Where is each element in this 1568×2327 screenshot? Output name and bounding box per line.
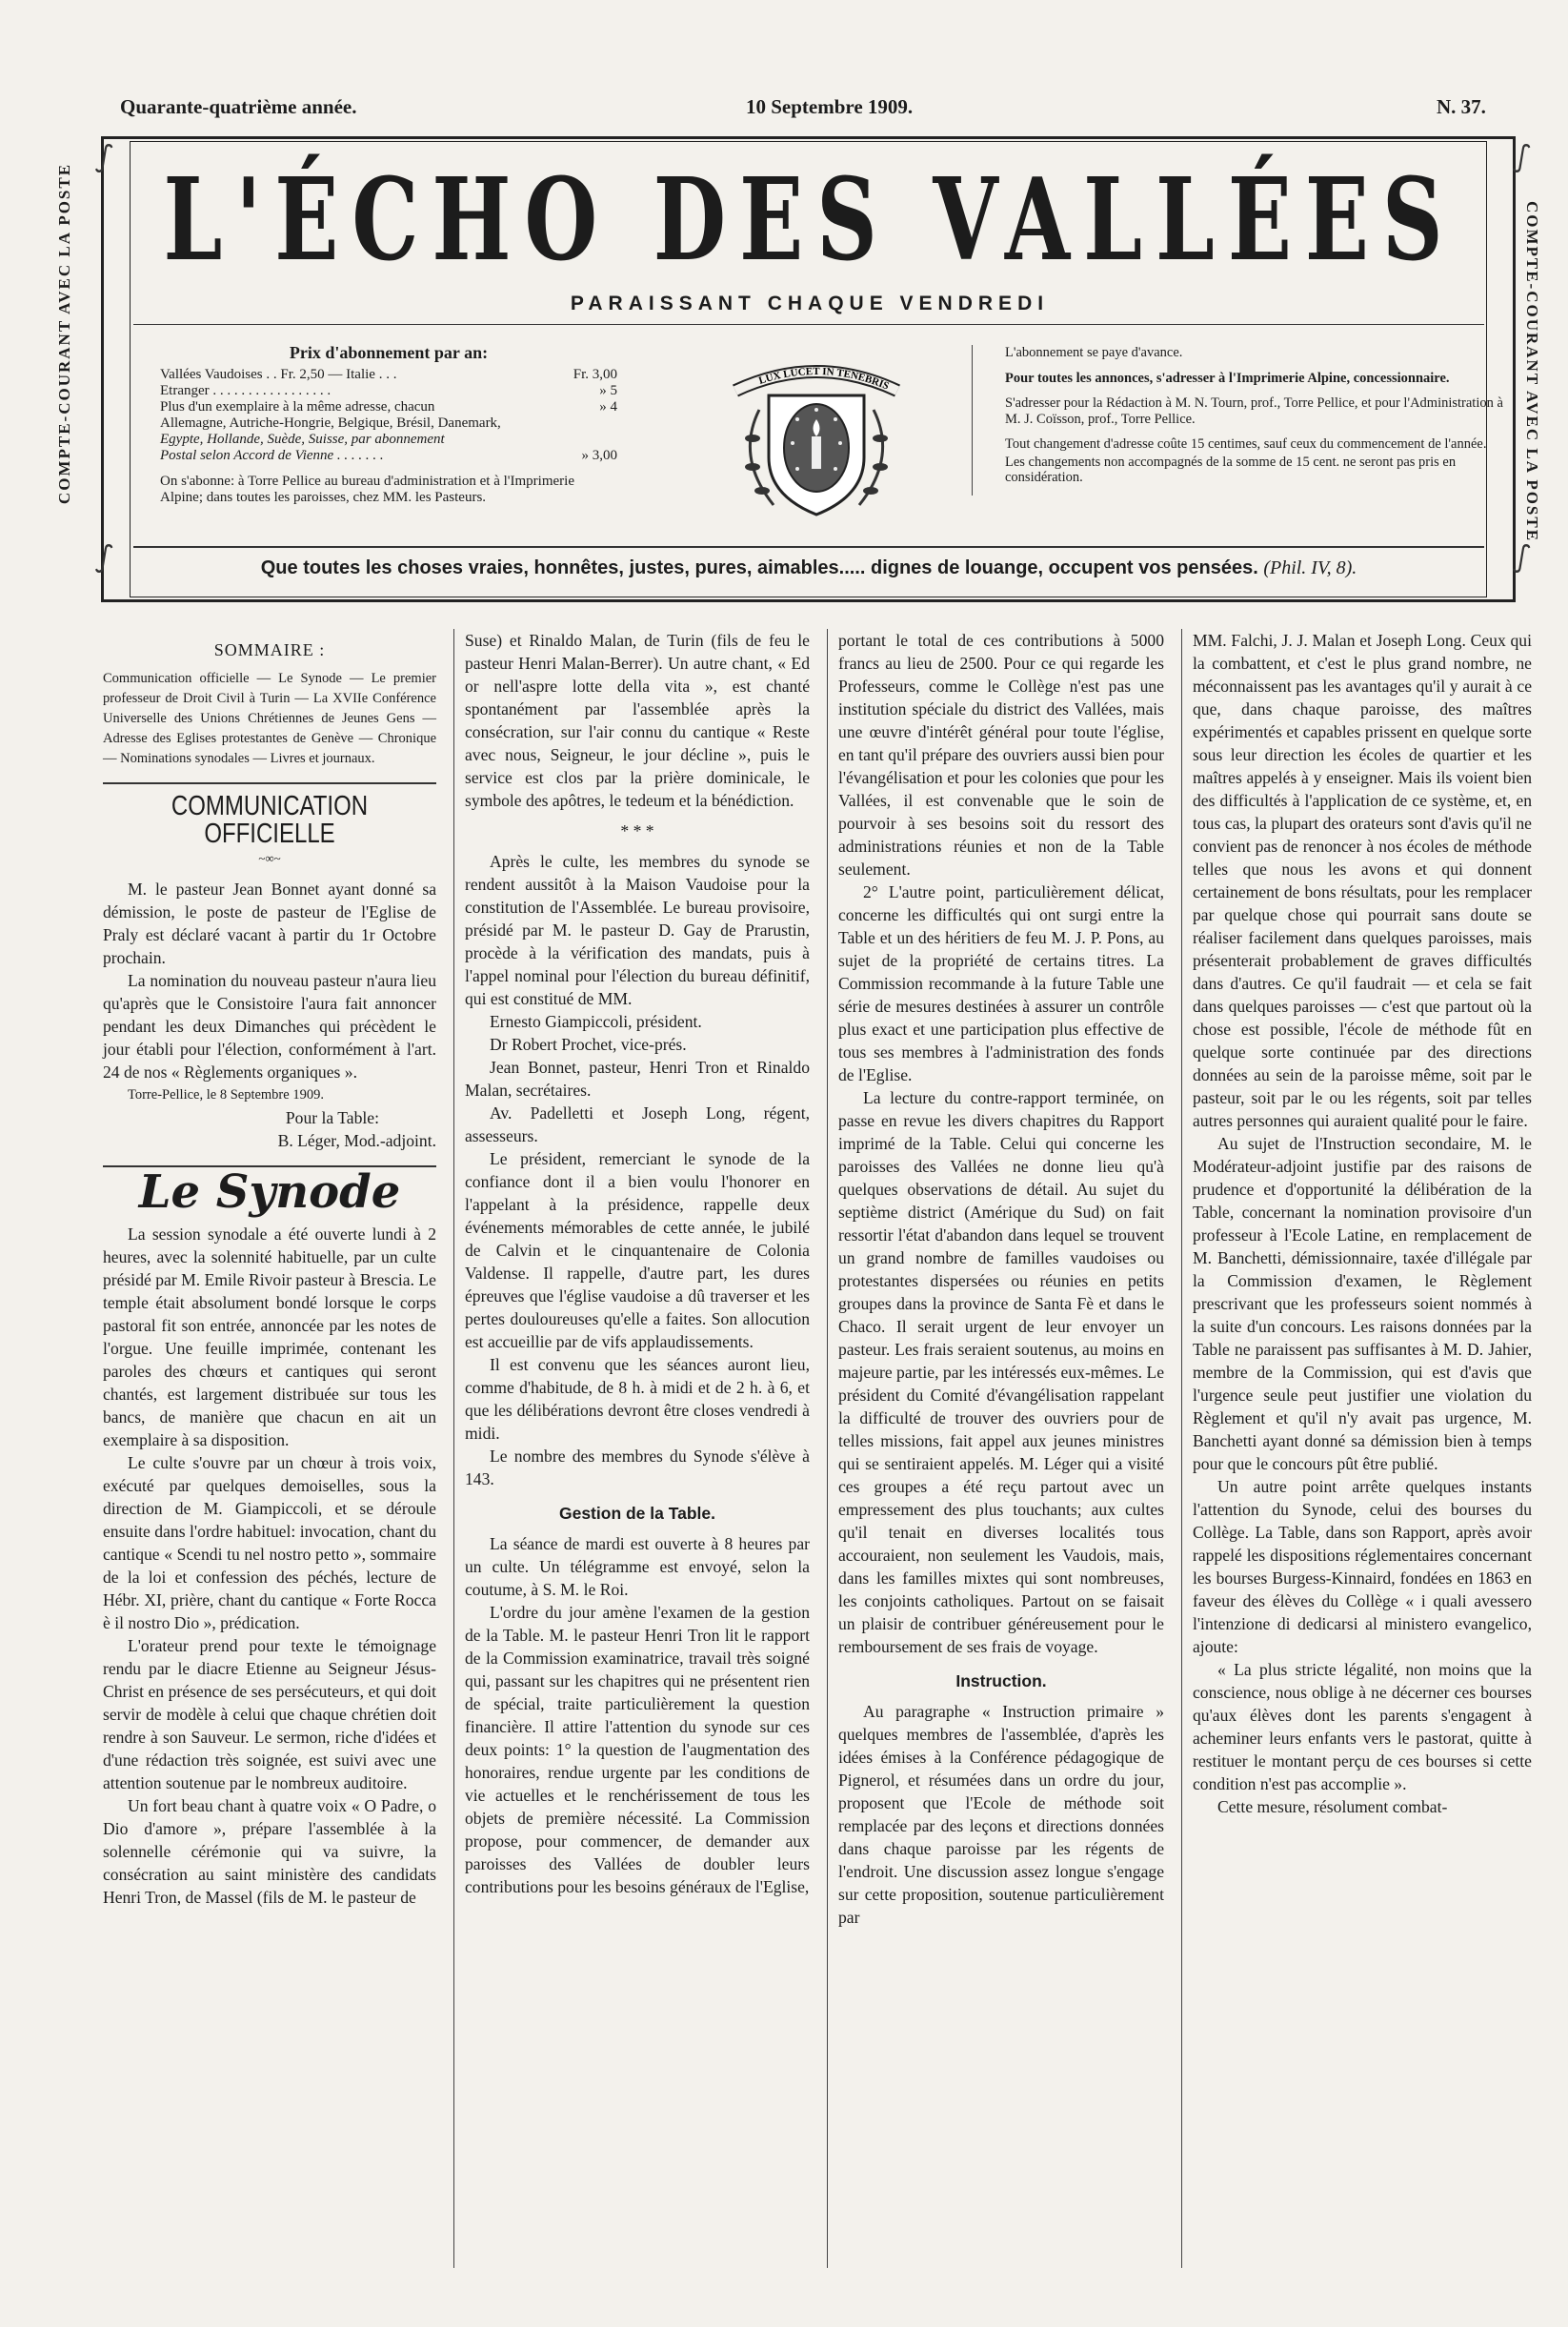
info-text: S'adresser pour la Rédaction à M. N. Tourn, prof., Torre Pellice, et pour l'Administration à M. J. Coïsson, prof., Torre Pellice. (1005, 395, 1503, 427)
paragraph: Cette mesure, résolument combat- (1217, 1797, 1448, 1816)
paragraph: portant le total de ces contributions à 5000 francs au lieu de 2500. Pour ce qui regarde les Professeurs, comme le Collège n'est pas une institution spéciale du district des Vallées, mais une œuvre d'intérêt général pour toute l'église, en tant qu'il prépare des ouvriers aussi bien pour l'évangélisation et pour les colonies que pour les Vallées, il est convenable que le soin de pourvoir à ses besoins soit du ressort des administrations réunies et non de la Table seulement. (838, 631, 1164, 879)
paragraph: 2° L'autre point, particulièrement délicat, concerne les difficultés qui ont surgi entre la Table et un des héritiers de feu M. J. P. Pons, au sujet de la propriété de certains titres. La Commission recommande à la future Table une série de mesures destinées à assurer un contrôle plus exact et une participation plus effective de tous ses membres à l'administration des fonds de l'Eglise. (838, 882, 1164, 1084)
section-title: Instruction. (955, 1671, 1047, 1690)
paragraph: La lecture du contre-rapport terminée, on passe en revue les divers chapitres du Rapport imprimé de la Table. Celui qui concerne les paroisses des Vallées ne donne lieu qu'à quelques observations de détail. Au sujet du septième district (Amérique du Sud) on fait ressortir l'état d'abandon dans lequel se trouvent un grand nombre de familles vaudoises ou protestantes dispersées ou réunies en petits groupes dans la province de Santa Fè et dans le Chaco. Il serait urgent de leur envoyer un pasteur. Les frais seraient soutenus, au moins en majeure partie, par les intéressés eux-mêmes. Le président du Comité d'évangélisation rappelant la difficulté de trouver des ouvriers pour de telles missions, fait appel aux jeunes ministres qui se sentiraient appelés. M. Léger qui a visité ces groupes a été reçu partout avec un empressement des plus touchants; aux cultes qu'il tenait en diverses localités tous accouraient, non seulement les Vaudois, mais, dans les familles mixtes qui sont nombreuses, les conjoints catholiques. Partout on se faisait un plaisir de contribuer généreusement pour le remboursement de ses frais de voyage. (838, 1088, 1164, 1656)
paragraph: Au sujet de l'Instruction secondaire, M. le Modérateur-adjoint justifie par des raisons de prudence et d'opportunité la délibération de la Table, concernant la nomination provisoire d'un professeur à l'Ecole Latine, en remplacement de M. Banchetti, démissionnaire, taxée d'illégale par la Commission d'examen, le Règlement prescrivant que les professeurs soient nommés à la suite d'un concours. Les raisons données par la Table ne paraissent pas suffisantes à M. D. Jahier, membre de la Commission, qui est d'avis que l'urgence seule peut justifier une violation du Règlement et qu'il n'y avait pas urgence, M. Banchetti ayant donné sa démission bien à temps pour que le concours pût être publié. (1193, 1134, 1532, 1473)
paragraph: La séance de mardi est ouverte à 8 heures par un culte. Un télégramme est envoyé, selon la coutume, à S. M. le Roi. (465, 1534, 810, 1599)
price-row: Allemagne, Autriche-Hongrie, Belgique, Brésil, Danemark, (160, 415, 501, 431)
paragraph: MM. Falchi, J. J. Malan et Joseph Long. Ceux qui la combattent, et c'est le plus grand nombre, ne méconnaissent pas les avantages qu'il y aurait à ce que, dans chaque paroisse, des maîtres expérimentés et capables prissent en quelque sorte sous leur direction les écoles de quartier et les maîtres appelés à y enseigner. Mais ils voient bien des difficultés à l'application de ce système, et, en tous cas, la plupart des orateurs sont d'avis qu'il ne convient pas de renoncer à nos écoles de méthode telles que nous les avons et qui donnent certainement de bons résultats, pour les remplacer par quelque chose qui pourrait sans doute se réaliser facilement dans quelques paroisses, mais présenterait probablement de graves difficultés dans d'autres. Ce qu'il faudrait — et cela se fait dans quelques paroisses — c'est que partout où la chose est possible, l'école de méthode fût en quelque sorte continuée par des directions données au sein de la paroisse même, soit par le pasteur, soit par le ou les régents, soit par telles autres personnes qui auraient qualité pour le faire. (1193, 631, 1532, 1130)
divider (133, 324, 1484, 325)
paragraph: Au paragraphe « Instruction primaire » quelques membres de l'assemblée, d'après les idées émises à la Conférence pédagogique de Pignerol, et résumées dans un ordre du jour, proposent que l'Ecole de méthode soit remplacée par des leçons et directions données dans chaque paroisse par les régents de l'endroit. Une discussion assez longue s'engage sur cette proposition, soutenue particulièrement par (838, 1702, 1164, 1927)
paragraph: L'ordre du jour amène l'examen de la gestion de la Table. M. le pasteur Henri Tron lit le rapport de la Commission examinatrice, travail très soigné qui, passant sur les chapitres qui ne présentent rien de spécial, traite particulièrement la question financière. Il attire l'attention du synode sur ces deux points: 1° la question de l'augmentation des honoraires, rendue urgente par les conditions de vie actuelles et le renchérissement de tous les objets de première nécessité. La Commission propose, pour commencer, de demander aux paroisses des Vallées de doubler leurs contributions pour les besoins généraux de l'Eglise, (465, 1603, 810, 1896)
dateline: Torre-Pellice, le 8 Septembre 1909. (128, 1087, 324, 1103)
motto (133, 557, 1484, 579)
paragraph: Il est convenu que les séances auront lieu, comme d'habitude, de 8 h. à midi et de 2 h. à 6, et que les délibérations devront être closes vendredi à midi. (465, 1355, 810, 1443)
emblem-motto: LUX LUCET IN TENEBRIS (757, 365, 891, 393)
issue-date: 10 Septembre 1909. (746, 95, 914, 118)
price-row: Postal selon Accord de Vienne . . . . . . . » 3,00 (160, 448, 617, 463)
paragraph: L'orateur prend pour texte le témoignage rendu par le diacre Etienne au Seigneur Jésus-Christ en présence de ses persécuteurs, et qui doit servir de modèle à celui que chaque chrétien doit rendre à son Sauveur. Le sermon, riche d'idées et d'une rédaction très soignée, est suivi avec une attention soutenue par le nombreux auditoire. (103, 1636, 436, 1792)
signature-line: Pour la Table: (285, 1108, 379, 1127)
price-row: Egypte, Hollande, Suède, Suisse, par abonnement (160, 432, 445, 447)
flourish-icon: ഽ (95, 543, 113, 573)
flourish-icon: ഽ (1513, 543, 1531, 573)
flourish-icon: ഽ (95, 143, 113, 172)
paragraph: La nomination du nouveau pasteur n'aura lieu qu'après que le Consistoire l'aura fait annoncer pendant les deux Dimanches qui précèdent le jour établi pour l'élection, conformément à l'art. 24 de nos « Règlements organiques ». (103, 971, 436, 1082)
paragraph: Un autre point arrête quelques instants l'attention du Synode, celui des bourses du Collège. La Table, dans son Rapport, après avoir rappelé les dispositions réglementaires concernant les bourses Burgess-Kinnaird, fondées en 1863 en faveur des élèves du Collège « i quali avessero l'intenzione di dedicarsi al ministero evangelico, ajoute: (1193, 1477, 1532, 1656)
paragraph: M. le pasteur Jean Bonnet ayant donné sa démission, le poste de pasteur de l'Eglise de Praly est déclaré vacant à partir du 1r Octobre prochain. (103, 880, 436, 967)
paragraph: Après le culte, les membres du synode se rendent aussitôt à la Maison Vaudoise pour la constitution de l'Assemblée. Le bureau provisoire, présidé par M. le pasteur D. Gay de Prarustin, procède à la vérification des mandats, puis à l'appel nominal pour l'élection du bureau définitif, qui est constitué de MM. (465, 852, 810, 1008)
divider (103, 782, 436, 784)
column-1 (103, 629, 436, 1909)
price-row: Vallées Vaudoises . . Fr. 2,50 — Italie . . . Fr. 3,00 (160, 367, 617, 382)
asterism: * * * (620, 821, 654, 840)
column-rule (453, 629, 454, 2268)
info-text: Tout changement d'adresse coûte 15 centimes, sauf ceux du commencement de l'année. (1005, 436, 1487, 452)
info-text: L'abonnement se paye d'avance. (1005, 345, 1183, 360)
flourish-icon: ഽ (1513, 143, 1531, 172)
info-box (972, 345, 1505, 496)
paragraph: Le nombre des membres du Synode s'élève à 143. (465, 1447, 810, 1488)
member-line: Ernesto Giampiccoli, président. (490, 1012, 702, 1031)
column-2 (465, 629, 810, 1898)
member-line: Av. Padelletti et Joseph Long, régent, assesseurs. (465, 1103, 810, 1145)
sommaire-body: Communication officielle — Le Synode — Le premier professeur de Droit Civil à Turin — La XVIIe Conférence Universelle des Unions Chrétiennes de Jeunes Gens — Adresse des Eglises protestantes de Genève — Chronique — Nominations synodales — Livres et journaux. (103, 671, 436, 766)
price-row: Etranger . . . . . . . . . . . . . . . . . » 5 (160, 383, 617, 398)
info-text: Les changements non accompagnés de la somme de 15 cent. ne seront pas pris en considération. (1005, 454, 1457, 485)
member-line: Dr Robert Prochet, vice-prés. (490, 1035, 687, 1054)
paragraph: « La plus stricte légalité, non moins que la conscience, nous oblige à ne décerner ces bourses qu'aux élèves dont les parents s'engagent à acheminer leurs enfants vers le pastorat, quitte à restituer le montant perçu de ces bourses si cette condition n'est pas accomplie ». (1193, 1660, 1532, 1793)
signature: B. Léger, Mod.-adjoint. (277, 1131, 436, 1150)
subscription-title: Prix d'abonnement par an: (289, 343, 489, 362)
column-3 (838, 629, 1164, 1929)
info-text: Pour toutes les annonces, s'adresser à l'Imprimerie Alpine, concessionnaire. (1005, 370, 1450, 386)
paragraph: Un fort beau chant à quatre voix « O Padre, o Dio d'amore », prépare l'assemblée à la solennelle cérémonie qui va suivre, la consécration au saint ministère des candidats Henri Tron, de Massel (fils de M. le pasteur de (103, 1796, 436, 1907)
member-line: Jean Bonnet, pasteur, Henri Tron et Rinaldo Malan, secrétaires. (465, 1058, 810, 1100)
motto-text: Que toutes les choses vraies, honnêtes, justes, pures, aimables..... dignes de louange, occupent vos pensées. (260, 557, 1258, 578)
section-title: Gestion de la Table. (558, 1504, 716, 1523)
article-title: Le Synode (138, 1165, 401, 1219)
year-label: Quarante-quatrième année. (120, 95, 357, 118)
side-text-left: COMPTE-COURANT AVEC LA POSTE (55, 162, 73, 505)
issue-number: N. 37. (1437, 95, 1486, 118)
motto-ref: (Phil. IV, 8). (1263, 557, 1357, 578)
column-rule (827, 629, 828, 2268)
paragraph: Le culte s'ouvre par un chœur à trois voix, exécuté par quelques demoiselles, sous la direction de M. Giampiccoli, et se déroule ensuite dans l'ordre habituel: invocation, chant du cantique « Scendi tu nel nostro petto », sommaire de la loi et confession des péchés, lecture de Hébr. XI, prière, chant du cantique « Forte Rocca è il nostro Dio », prédication. (103, 1453, 436, 1632)
masthead-title: L'ÉCHO DES VALLÉES (163, 152, 1457, 287)
ornament-icon: ~∞~ (258, 851, 281, 865)
sommaire-title: SOMMAIRE : (213, 640, 326, 659)
column-rule (1181, 629, 1182, 2268)
divider (133, 546, 1484, 548)
price-row: Plus d'un exemplaire à la même adresse, chacun » 4 (160, 399, 617, 415)
subscription-box (160, 345, 617, 506)
paragraph: Le président, remerciant le synode de la confiance dont il a bien voulu l'honorer en l'appelant à la présidence, rappelle deux événements mémorables de cette année, le jubilé de Calvin et le cinquantenaire de Colonia Valdense. Il rappelle, d'autre part, les dures épreuves que l'église vaudoise a dû traverser et les pertes douloureuses qu'elle a faites. Son allocution est accueillie par de vifs applaudissements. (465, 1149, 810, 1351)
subscription-note: On s'abonne: à Torre Pellice au bureau d'administration et à l'Imprimerie Alpine; dans toutes les paroisses, chez MM. les Pasteurs. (160, 474, 574, 505)
side-text-right: COMPTE-COURANT AVEC LA POSTE (1523, 200, 1541, 543)
masthead-subtitle: PARAISSANT CHAQUE VENDREDI (570, 293, 1050, 314)
paragraph: La session synodale a été ouverte lundi à 2 heures, avec la solennité habituelle, par un culte présidé par M. Emile Rivoir pasteur à Brescia. Le temple était absolument bondé lorsque le corps pastoral fit son entrée, annoncée par les notes de l'orgue. Une feuille imprimée, contenant les paroles des chœurs et cantiques qui seront chantés, est largement distribuée sur tous les bancs, de manière que chacun en ait un exemplaire à sa disposition. (103, 1224, 436, 1449)
column-4 (1193, 629, 1532, 1818)
waldensian-emblem-icon (716, 353, 916, 524)
section-title: COMMUNICATION OFFICIELLE (171, 790, 369, 849)
paragraph: Suse) et Rinaldo Malan, de Turin (fils de feu le pasteur Henri Malan-Berrer). Un autre chant, « Ed or nell'aspre lotte della vita », est chanté spontanément par l'assemblée après la consécration, sur l'air connu du cantique « Reste avec nous, Seigneur, le jour décline », puis le service est clos par la prière dominicale, le symbole des apôtres, le tedeum et la bénédiction. (465, 631, 810, 810)
